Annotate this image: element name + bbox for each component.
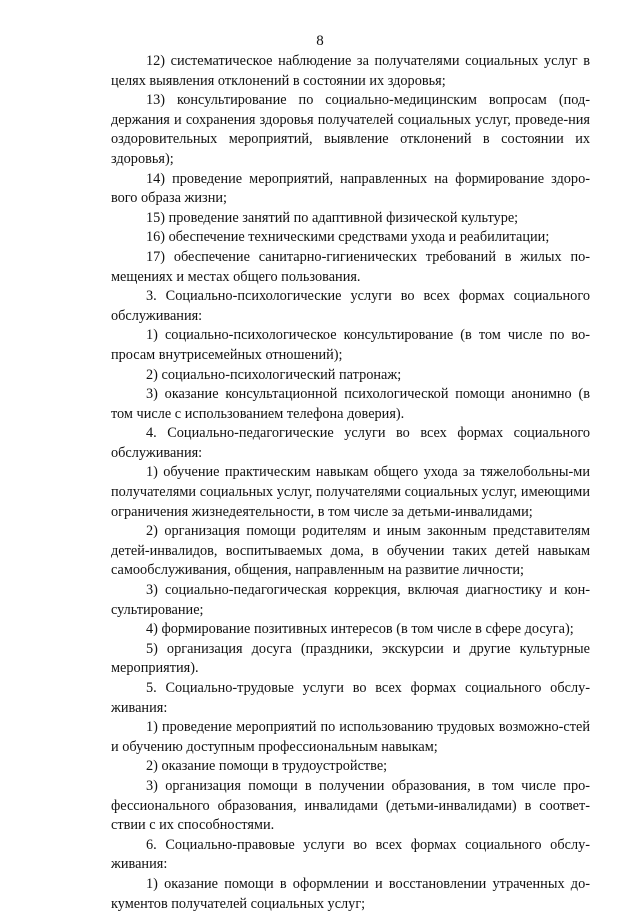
paragraph: 1) оказание помощи в оформлении и восстановлении утраченных до-кументов получателей социальных услуг; <box>111 875 590 912</box>
paragraph: 4) формирование позитивных интересов (в том числе в сфере досуга); <box>146 621 574 638</box>
paragraph: 15) проведение занятий по адаптивной физической культуре; <box>146 209 519 226</box>
paragraph: 3. Социально-психологические услуги во всех формах социального обслуживания: <box>111 288 590 324</box>
paragraph: 4. Социально-педагогические услуги во всех формах социального обслуживания: <box>111 425 590 461</box>
paragraph: 1) проведение мероприятий по использованию трудовых возможно-стей и обучению доступным профессиональным навыкам; <box>111 719 590 755</box>
paragraph: 3) организация помощи в получении образования, в том числе про-фессионального образования, инвалидами (детьми-инвалидами) в соответ-ствии с их способностями. <box>111 777 590 834</box>
paragraph: 17) обеспечение санитарно-гигиенических требований в жилых по-мещениях и местах общего пользования. <box>111 248 590 285</box>
paragraph: 3) оказание консультационной психологической помощи анонимно (в том числе с использованием телефона доверия). <box>111 386 590 422</box>
paragraph: 14) проведение мероприятий, направленных на формирование здоро-вого образа жизни; <box>111 170 590 207</box>
paragraph: 2) организация помощи родителям и иным законным представителям детей-инвалидов, воспитываемых дома, в обучении таких детей навыкам самообслуживания, общения, направленным на развитие личности; <box>111 523 590 579</box>
page-number: 8 <box>316 33 324 49</box>
paragraph: 2) оказание помощи в трудоустройстве; <box>146 758 388 775</box>
paragraph: 6. Социально-правовые услуги во всех формах социального обслу-живания: <box>111 836 590 873</box>
paragraph: 1) социально-психологическое консультирование (в том числе по во-просам внутрисемейных отношений); <box>111 327 590 363</box>
paragraph: 5. Социально-трудовые услуги во всех формах социального обслу-живания: <box>111 680 590 716</box>
paragraph: 16) обеспечение техническими средствами ухода и реабилитации; <box>146 229 550 246</box>
document-body <box>111 52 590 914</box>
paragraph: 2) социально-психологический патронаж; <box>146 366 402 383</box>
paragraph: 1) обучение практическим навыкам общего ухода за тяжелобольны-ми получателями социальных услуг, получателями социальных услуг, имеющими ограничения жизнедеятельности, в том числе за детьми-инвалидами; <box>111 464 590 520</box>
paragraph: 3) социально-педагогическая коррекция, включая диагностику и кон-сультирование; <box>111 582 590 618</box>
paragraph: 5) организация досуга (праздники, экскурсии и другие культурные мероприятия). <box>111 640 590 677</box>
paragraph: 12) систематическое наблюдение за получателями социальных услуг в целях выявления отклонений в состоянии их здоровья; <box>111 53 590 89</box>
paragraph: 13) консультирование по социально-медицинским вопросам (под-держания и сохранения здоровья получателей социальных услуг, проведе-ния оздоровительных мероприятий, выявление отклонений в состоянии их здоровья); <box>111 92 590 167</box>
